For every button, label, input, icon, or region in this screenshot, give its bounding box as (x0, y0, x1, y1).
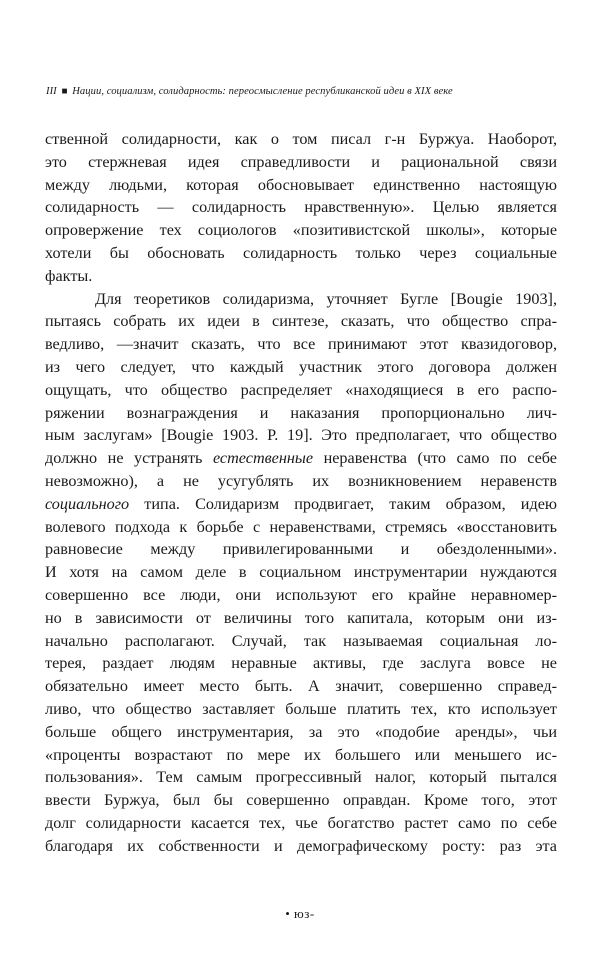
running-head-title: Нации, социализм, солидарность: переосмысление республиканской идеи в XIX веке (72, 86, 453, 97)
text-line: ощущать, что общество распределяет «находящиеся в его распо- (45, 380, 557, 399)
emphasis-word: естественные (212, 449, 314, 468)
text-line: опровержение тех социологов «позитивистской школы», которые (45, 221, 557, 240)
text-line: ряжении вознаграждения и наказания пропорционально лич- (45, 403, 557, 422)
text-line: больше общего инструментария, за это «подобие аренды», чьи (45, 722, 557, 741)
text-line: хотели бы обосновать солидарность только через социальные (45, 243, 557, 262)
text-line (45, 493, 557, 516)
text-line: ным заслугам» [Bougie 1903. P. 19]. Это предполагает, что общество (45, 426, 557, 445)
emphasis-word: социального (45, 494, 130, 513)
text-run: неравенства (что само по себе (313, 449, 557, 468)
text-run: должно не устранять (45, 449, 213, 468)
text-line: факты. (45, 266, 93, 285)
text-line: пытаясь собрать их идеи в синтезе, сказать, что общество спра- (45, 312, 557, 331)
text-line: «проценты возрастают по мере их большего или меньшего ис- (45, 745, 557, 764)
text-run: типа. Солидаризм продвигает, таким образом, идею (129, 494, 557, 513)
text-line: терея, раздает людям неравные активы, где заслуга вовсе не (45, 654, 557, 673)
square-bullet-icon: ■ (61, 86, 68, 97)
text-line: начально располагают. Случай, так называемая социальная ло- (45, 631, 557, 650)
part-number: III (46, 86, 57, 97)
body-text (45, 128, 557, 858)
text-line: обязательно имеет место быть. А значит, совершенно справед- (45, 677, 557, 696)
text-line: ведливо, —значит сказать, что все принимают этот квазидоговор, (45, 335, 557, 354)
text-line: ливо, что общество заставляет больше платить тех, кто использует (45, 699, 557, 718)
text-line: Для теоретиков солидаризма, уточняет Бугле [Bougie 1903], (95, 289, 557, 308)
page-number: • юз- (285, 906, 315, 921)
text-line: между людьми, которая обосновывает единственно настоящую (45, 175, 557, 194)
text-line: И хотя на самом деле в социальном инструментарии нуждаются (45, 563, 557, 582)
text-line: это стержневая идея справедливости и рациональной связи (45, 152, 557, 171)
text-line: совершенно все люди, они используют его крайне неравномер- (45, 585, 557, 604)
text-line: солидарность — солидарность нравственную». Целью является (45, 198, 557, 217)
text-line: пользования». Тем самым прогрессивный налог, который пытался (45, 768, 557, 787)
text-line: волевого подхода к борьбе с неравенствами, стремясь «восстановить (45, 517, 557, 536)
text-line: но в зависимости от величины того капитала, которым они из- (45, 608, 557, 627)
text-line (45, 447, 557, 470)
text-line: равновесие между привилегированными и обездоленными». (45, 540, 557, 559)
text-line: ввести Буржуа, был бы совершенно оправдан. Кроме того, этот (45, 791, 557, 810)
text-line: невозможно), а не усугублять их возникновением неравенств (45, 471, 557, 490)
text-line: долг солидарности касается тех, чье богатство растет само по себе (45, 813, 557, 832)
running-head (46, 86, 566, 97)
text-line: из чего следует, что каждый участник этого договора должен (45, 357, 557, 376)
text-line: благодаря их собственности и демографическому росту: раз эта (45, 836, 557, 855)
text-line: ственной солидарности, как о том писал г-н Буржуа. Наоборот, (45, 130, 557, 148)
